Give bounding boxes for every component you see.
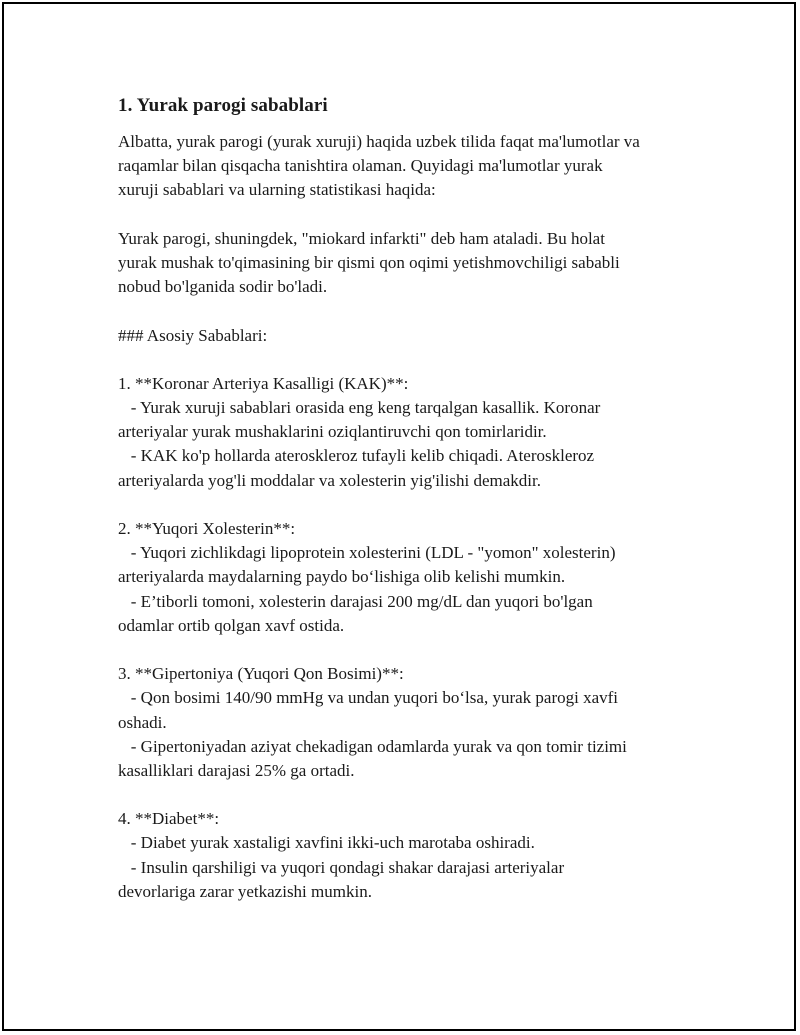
text-line: - Qon bosimi 140/90 mmHg va undan yuqori bo‘lsa, yurak parogi xavfi: [118, 688, 619, 708]
text-line: arteriyalarda maydalarning paydo bo‘lishiga olib kelishi mumkin.: [118, 567, 566, 587]
text-line: raqamlar bilan qisqacha tanishtira olaman. Quyidagi ma'lumotlar yurak: [118, 156, 603, 176]
cause-heading: 1. **Koronar Arteriya Kasalligi (KAK)**:: [118, 373, 409, 393]
blank-line: [118, 348, 718, 372]
text-line: - Yurak xuruji sabablari orasida eng keng tarqalgan kasallik. Koronar: [118, 398, 601, 418]
document-title: 1. Yurak parogi sabablari: [118, 95, 328, 116]
text-line: devorlariga zarar yetkazishi mumkin.: [118, 881, 372, 901]
blank-line: [118, 493, 718, 517]
text-line: oshadi.: [118, 712, 167, 732]
text-line: - KAK ko'p hollarda ateroskleroz tufayli kelib chiqadi. Ateroskleroz: [118, 446, 595, 466]
text-line: yurak mushak to'qimasining bir qismi qon oqimi yetishmovchiligi sababli: [118, 252, 620, 272]
cause-heading: 4. **Diabet**:: [118, 809, 220, 829]
blank-line: [118, 299, 718, 323]
text-line: odamlar ortib qolgan xavf ostida.: [118, 615, 345, 635]
intro-paragraph: [118, 130, 718, 203]
text-line: arteriyalarda yog'li moddalar va xolesterin yig'ilishi demakdir.: [118, 470, 541, 490]
cause-block-4: [118, 807, 718, 904]
text-line: kasalliklari darajasi 25% ga ortadi.: [118, 760, 355, 780]
section-heading: ### Asosiy Sabablari:: [118, 325, 268, 345]
blank-line: [118, 783, 718, 807]
text-line: Yurak parogi, shuningdek, "miokard infarkti" deb ham ataladi. Bu holat: [118, 228, 605, 248]
text-line: - E’tiborli tomoni, xolesterin darajasi 200 mg/dL dan yuqori bo'lgan: [118, 591, 593, 611]
text-line: arteriyalar yurak mushaklarini oziqlantiruvchi qon tomirlaridir.: [118, 422, 547, 442]
cause-block-3: [118, 662, 718, 783]
text-line: Albatta, yurak parogi (yurak xuruji) haqida uzbek tilida faqat ma'lumotlar va: [118, 132, 640, 151]
text-line: - Gipertoniyadan aziyat chekadigan odamlarda yurak va qon tomir tizimi: [118, 736, 627, 756]
blank-line: [118, 203, 718, 227]
document-body: [118, 92, 718, 904]
text-line: - Yuqori zichlikdagi lipoprotein xolesterini (LDL - "yomon" xolesterin): [118, 543, 616, 563]
blank-line: [118, 638, 718, 662]
cause-heading: 2. **Yuqori Xolesterin**:: [118, 519, 296, 538]
cause-block-2: [118, 517, 718, 638]
text-line: - Insulin qarshiligi va yuqori qondagi shakar darajasi arteriyalar: [118, 857, 565, 877]
text-line: xuruji sabablari va ularning statistikasi haqida:: [118, 180, 436, 200]
definition-paragraph: [118, 227, 718, 300]
text-line: nobud bo'lganida sodir bo'ladi.: [118, 277, 328, 297]
text-line: - Diabet yurak xastaligi xavfini ikki-uch marotaba oshiradi.: [118, 833, 535, 853]
cause-heading: 3. **Gipertoniya (Yuqori Qon Bosimi)**:: [118, 664, 404, 684]
cause-block-1: [118, 372, 718, 493]
